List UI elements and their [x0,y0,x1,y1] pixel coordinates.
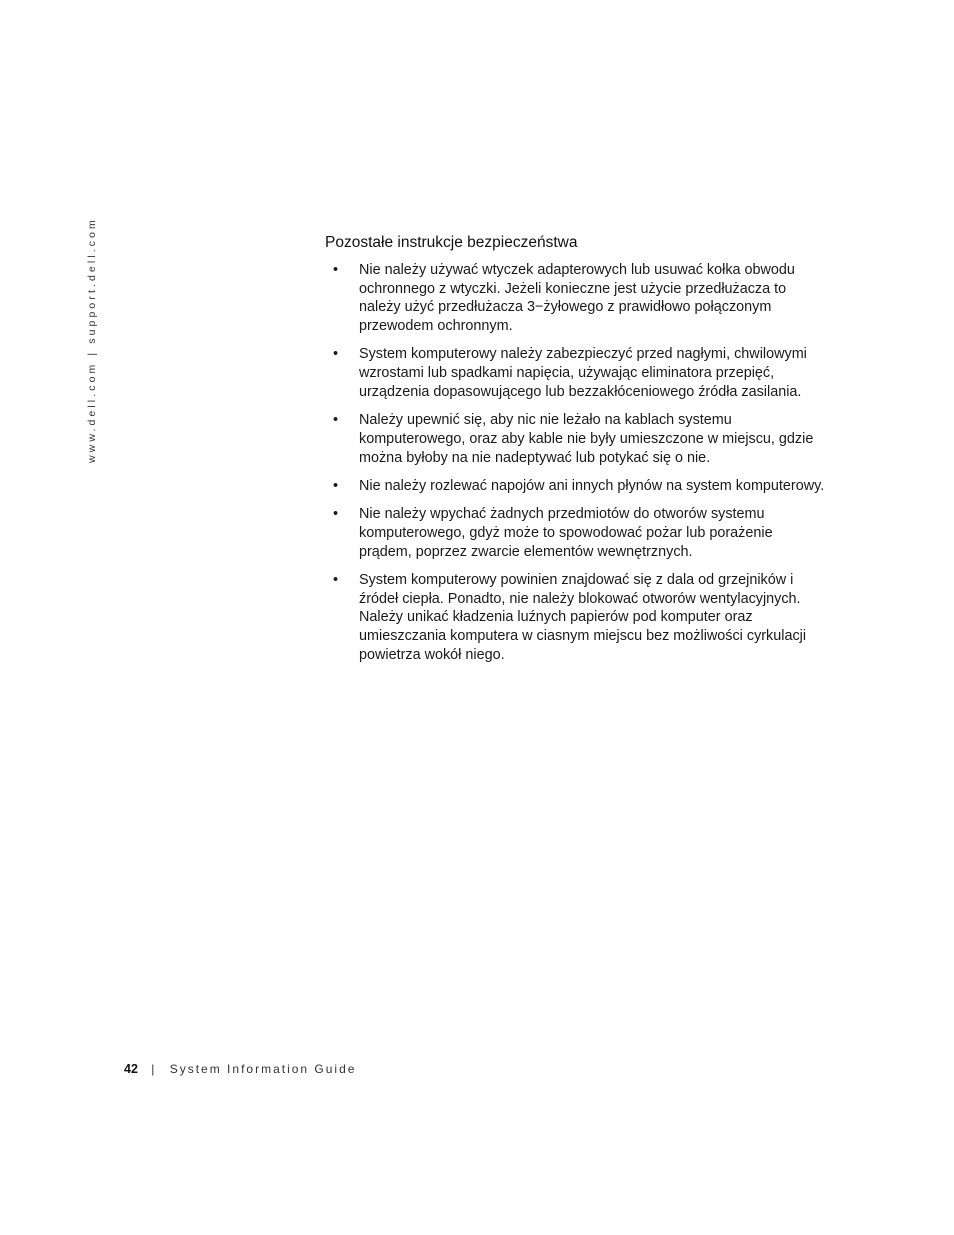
section-title: Pozostałe instrukcje bezpieczeństwa [325,234,578,251]
list-item [325,261,825,336]
footer-separator: | [151,1062,155,1076]
list-item [325,477,825,496]
list-item-text: Nie należy wpychać żadnych przedmiotów do otworów systemu komputerowego, gdyż może to spowodować pożar lub porażenie prądem, poprzez zwarcie elementów wewnętrznych. [359,506,773,560]
bullet-icon: • [333,262,339,278]
bullet-icon: • [333,412,339,429]
bullet-icon: • [333,477,339,494]
bullet-icon: • [333,571,339,588]
list-item [325,505,825,561]
list-item-text: System komputerowy powinien znajdować się z dala od grzejników i źródeł ciepła. Ponadto, nie należy blokować otworów wentylacyjnych. Należy unikać kładzenia luźnych papierów pod komputer oraz umieszczania komputera w ciasnym miejscu bez możliwości cyrkulacji powietrza wokół niego. [359,571,807,663]
list-item [325,411,825,467]
side-url-text: www.dell.com | support.dell.com [86,217,98,463]
list-item-text: System komputerowy należy zabezpieczyć przed nagłymi, chwilowymi wzrostami lub spadkami napięcia, używając eliminatora przepięć, urządzenia dopasowującego lub bezzakłóceniowego źródła zasilania. [359,346,807,400]
page-footer [124,1062,356,1076]
list-item-text: Należy upewnić się, aby nic nie leżało na kablach systemu komputerowego, oraz aby kable nie były umieszczone w miejscu, gdzie można byłoby na nie nadeptywać lub potykać się o nie. [359,412,814,466]
list-item [325,571,825,665]
page-number: 42 [124,1062,138,1076]
bullet-icon: • [333,346,339,363]
safety-instructions-list [325,261,825,664]
list-item-text: Nie należy rozlewać napojów ani innych płynów na system komputerowy. [359,477,825,494]
main-content [325,233,825,674]
bullet-icon: • [333,506,339,523]
list-item-text: Nie należy używać wtyczek adapterowych lub usuwać kołka obwodu ochronnego z wtyczki. Jeżeli konieczne jest użycie przedłużacza to należy użyć przedłużacza 3−żyłowego z prawidłowo połączonym przewodem ochronnym. [359,262,795,335]
guide-title: System Information Guide [169,1062,357,1076]
list-item [325,345,825,401]
